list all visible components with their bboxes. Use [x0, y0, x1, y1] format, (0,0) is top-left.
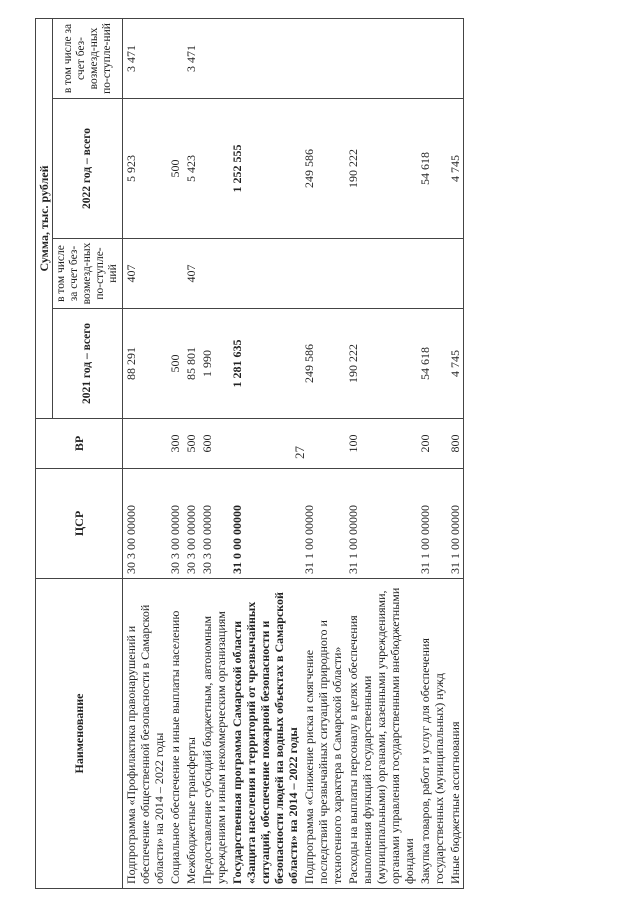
row-code-cell: 31 1 00 00000: [301, 469, 345, 579]
row-2021-total-cell: 4 745: [447, 309, 464, 419]
row-code-cell: 30 3 00 00000: [123, 469, 168, 579]
row-code-cell: 31 0 00 00000: [229, 469, 301, 579]
row-2022-total-cell: 190 222: [345, 99, 417, 239]
row-name-cell: Подпрограмма «Снижение риска и смягчение последствий чрезвычайных ситуаций природного и техногенного характера в Самарской области»: [301, 579, 345, 889]
row-code-cell: 30 3 00 00000: [199, 469, 229, 579]
header-name: Наименование: [36, 579, 123, 889]
row-code-cell: 30 3 00 00000: [183, 469, 199, 579]
row-2022-free-cell: 3 471: [123, 18, 168, 98]
row-2021-total-cell: 85 801: [183, 309, 199, 419]
header-sum-caption: Сумма, тыс. рублей: [36, 18, 53, 418]
row-2022-total-cell: 500: [167, 99, 183, 239]
row-2022-free-cell: [345, 18, 417, 98]
row-2022-free-cell: [229, 18, 301, 98]
header-2022-total: 2022 год – всего: [53, 99, 123, 239]
row-2021-total-cell: 54 618: [417, 309, 447, 419]
row-2021-total-cell: 1 281 635: [229, 309, 301, 419]
row-name-cell: Подпрограмма «Профилактика правонарушений и обеспечение общественной безопасности в Самарской области» на 2014 – 2022 годы: [123, 579, 168, 889]
row-vr-cell: 800: [447, 419, 464, 469]
table-row: [345, 18, 417, 888]
page-number: 27: [292, 446, 307, 459]
row-vr-cell: 300: [167, 419, 183, 469]
row-2022-total-cell: 4 745: [447, 99, 464, 239]
row-name-cell: Социальное обеспечение и иные выплаты населению: [167, 579, 183, 889]
row-vr-cell: 100: [345, 419, 417, 469]
table-row: [199, 18, 229, 888]
header-2022-free: в том числе за счет без-возмезд-ных по-ступле-ний: [53, 18, 123, 98]
table-row: [229, 18, 301, 888]
row-2022-free-cell: [447, 18, 464, 98]
row-vr-cell: [123, 419, 168, 469]
table-row: [301, 18, 345, 888]
row-name-cell: Расходы на выплаты персоналу в целях обеспечения выполнения функций государственными (муниципальными) органами, казенными учреждениями, органами управления государственными внебюджетными фондами: [345, 579, 417, 889]
row-name-cell: Межбюджетные трансферты: [183, 579, 199, 889]
table-row: [417, 18, 447, 888]
row-vr-cell: 200: [417, 419, 447, 469]
row-name-cell: Предоставление субсидий бюджетным, автономным учреждениям и иным некоммерческим организациям: [199, 579, 229, 889]
row-2022-total-cell: 5 923: [123, 99, 168, 239]
row-vr-cell: 500: [183, 419, 199, 469]
row-2021-total-cell: 190 222: [345, 309, 417, 419]
table-body: [123, 18, 464, 888]
row-2021-free-cell: 407: [183, 239, 199, 309]
row-2022-total-cell: 249 586: [301, 99, 345, 239]
row-code-cell: 31 1 00 00000: [345, 469, 417, 579]
row-2022-free-cell: [301, 18, 345, 98]
row-vr-cell: [301, 419, 345, 469]
row-2022-total-cell: 54 618: [417, 99, 447, 239]
row-2021-free-cell: [345, 239, 417, 309]
row-2022-free-cell: [199, 18, 229, 98]
row-2022-total-cell: 1 252 555: [229, 99, 301, 239]
header-code: ЦСР: [36, 469, 123, 579]
row-name-cell: Иные бюджетные ассигнования: [447, 579, 464, 889]
table-row: [447, 18, 464, 888]
row-2022-free-cell: 3 471: [183, 18, 199, 98]
row-2021-free-cell: [417, 239, 447, 309]
budget-table: [35, 18, 464, 889]
row-code-cell: 31 1 00 00000: [417, 469, 447, 579]
table-row: [183, 18, 199, 888]
row-2021-total-cell: 500: [167, 309, 183, 419]
header-row: [36, 18, 53, 888]
row-vr-cell: 600: [199, 419, 229, 469]
table-row: [167, 18, 183, 888]
row-2021-total-cell: 88 291: [123, 309, 168, 419]
header-vr: ВР: [36, 419, 123, 469]
row-2021-free-cell: 407: [123, 239, 168, 309]
row-2022-total-cell: 5 423: [183, 99, 199, 239]
row-name-cell: Государственная программа Самарской области «Защита населения и территорий от чрезвычайных ситуаций, обеспечение пожарной безопасности и безопасности людей на водных объектах в Самарской области» на 2014 – 2022 годы: [229, 579, 301, 889]
row-2021-free-cell: [199, 239, 229, 309]
header-2021-free: в том числе за счет без-возмезд-ных по-ступле-ний: [53, 239, 123, 309]
row-name-cell: Закупка товаров, работ и услуг для обеспечения государственных (муниципальных) нужд: [417, 579, 447, 889]
row-vr-cell: [229, 419, 301, 469]
table-row: [123, 18, 168, 888]
row-2022-total-cell: [199, 99, 229, 239]
row-2021-free-cell: [301, 239, 345, 309]
header-2021-total: 2021 год – всего: [53, 309, 123, 419]
row-2021-total-cell: 249 586: [301, 309, 345, 419]
row-2022-free-cell: [167, 18, 183, 98]
row-2021-free-cell: [229, 239, 301, 309]
row-code-cell: 30 3 00 00000: [167, 469, 183, 579]
row-code-cell: 31 1 00 00000: [447, 469, 464, 579]
row-2021-free-cell: [167, 239, 183, 309]
row-2021-free-cell: [447, 239, 464, 309]
row-2021-total-cell: 1 990: [199, 309, 229, 419]
row-2022-free-cell: [417, 18, 447, 98]
